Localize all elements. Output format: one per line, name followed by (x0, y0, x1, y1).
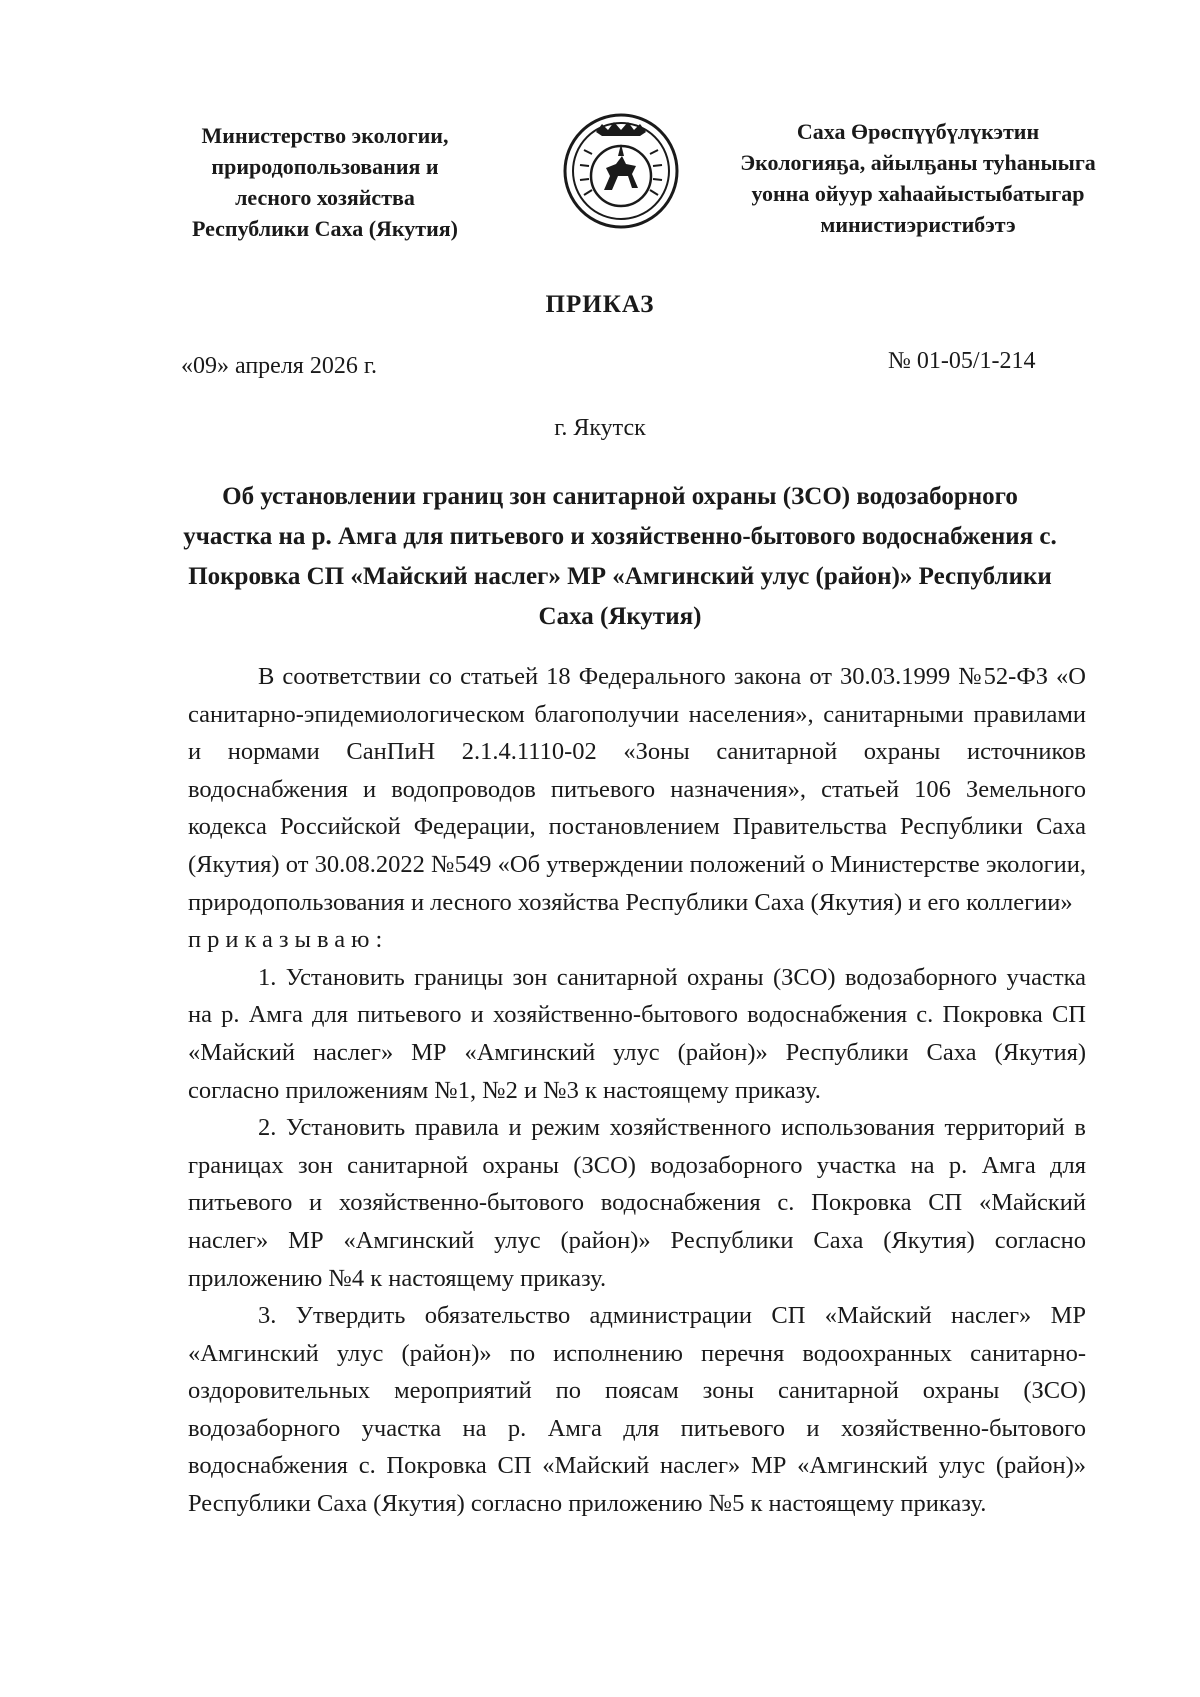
order-item: 3. Утвердить обязательство администрации СП «Майский наслег» МР «Амгинский улус (район)» по исполнению перечня водоохранных санитарно-оздоровительных мероприятий по поясам зоны санитарной охраны (ЗСО) водозаборного участка на р. Амга для питьевого и хозяйственно-бытового водоснабжения с. Покровка СП «Майский наслег» МР «Амгинский улус (район)» Республики Саха (Якутия) согласно приложению №5 к настоящему приказу. (188, 1302, 1086, 1518)
order-item: 2. Установить правила и режим хозяйственного использования территорий в границах зон санитарной охраны (ЗСО) водозаборного участка на р. Амга для питьевого и хозяйственно-бытового водоснабжения с. Покровка СП «Майский наслег» МР «Амгинский улус (район)» Республики Саха (Якутия) согласно приложению №4 к настоящему приказу. (188, 1114, 1086, 1292)
ministry-ru-line: природопользования и (211, 154, 439, 179)
preamble-paragraph: В соответствии со статьей 18 Федерального закона от 30.03.1999 №52-ФЗ «О санитарно-эпидемиологическом благополучии населения», санитарными правилами и нормами СанПиН 2.1.4.1110-02 «Зоны санитарной охраны источников водоснабжения и водопроводов питьевого назначения», статьей 106 Земельного кодекса Российской Федерации, постановлением Правительства Республики Саха (Якутия) от 30.08.2022 №549 «Об утверждении положений о Министерстве экологии, природопользования и лесного хозяйства Республики Саха (Якутия) и его коллегии» (188, 663, 1086, 916)
ministry-ru-line: Министерство экологии, (201, 123, 449, 148)
ministry-name-russian (160, 120, 490, 244)
order-city: г. Якутск (554, 415, 646, 441)
document-title: ПРИКАЗ (545, 291, 655, 318)
order-body (188, 658, 1086, 1523)
ministry-yk-line: Экологияҕа, айылҕаны туһаныыга (740, 150, 1096, 175)
order-date: «09» апреля 2026 г. (181, 353, 377, 379)
ministry-ru-line: Республики Саха (Якутия) (191, 216, 459, 241)
order-heading: Об установлении границ зон санитарной охраны (ЗСО) водозаборного участка на р. Амга для питьевого и хозяйственно-бытового водоснабжения с. Покровка СП «Майский наслег» МР «Амгинский улус (район)» Республики Саха (Якутия) (183, 483, 1057, 630)
order-word: приказываю: (188, 926, 389, 954)
ministry-yk-line: Саха Өрөспүүбүлүкэтин (796, 119, 1040, 144)
order-number: № 01-05/1-214 (888, 348, 1036, 374)
coat-of-arms-icon (560, 110, 682, 232)
ministry-name-yakut (718, 116, 1118, 240)
order-item: 1. Установить границы зон санитарной охраны (ЗСО) водозаборного участка на р. Амга для питьевого и хозяйственно-бытового водоснабжения с. Покровка СП «Майский наслег» МР «Амгинский улус (район)» Республики Саха (Якутия) согласно приложениям №1, №2 и №3 к настоящему приказу. (188, 963, 1086, 1104)
ministry-yk-line: уонна ойуур хаһаайыстыбатыгар (751, 181, 1085, 206)
ministry-ru-line: лесного хозяйства (235, 185, 415, 210)
ministry-yk-line: министиэристибэтэ (820, 212, 1016, 237)
